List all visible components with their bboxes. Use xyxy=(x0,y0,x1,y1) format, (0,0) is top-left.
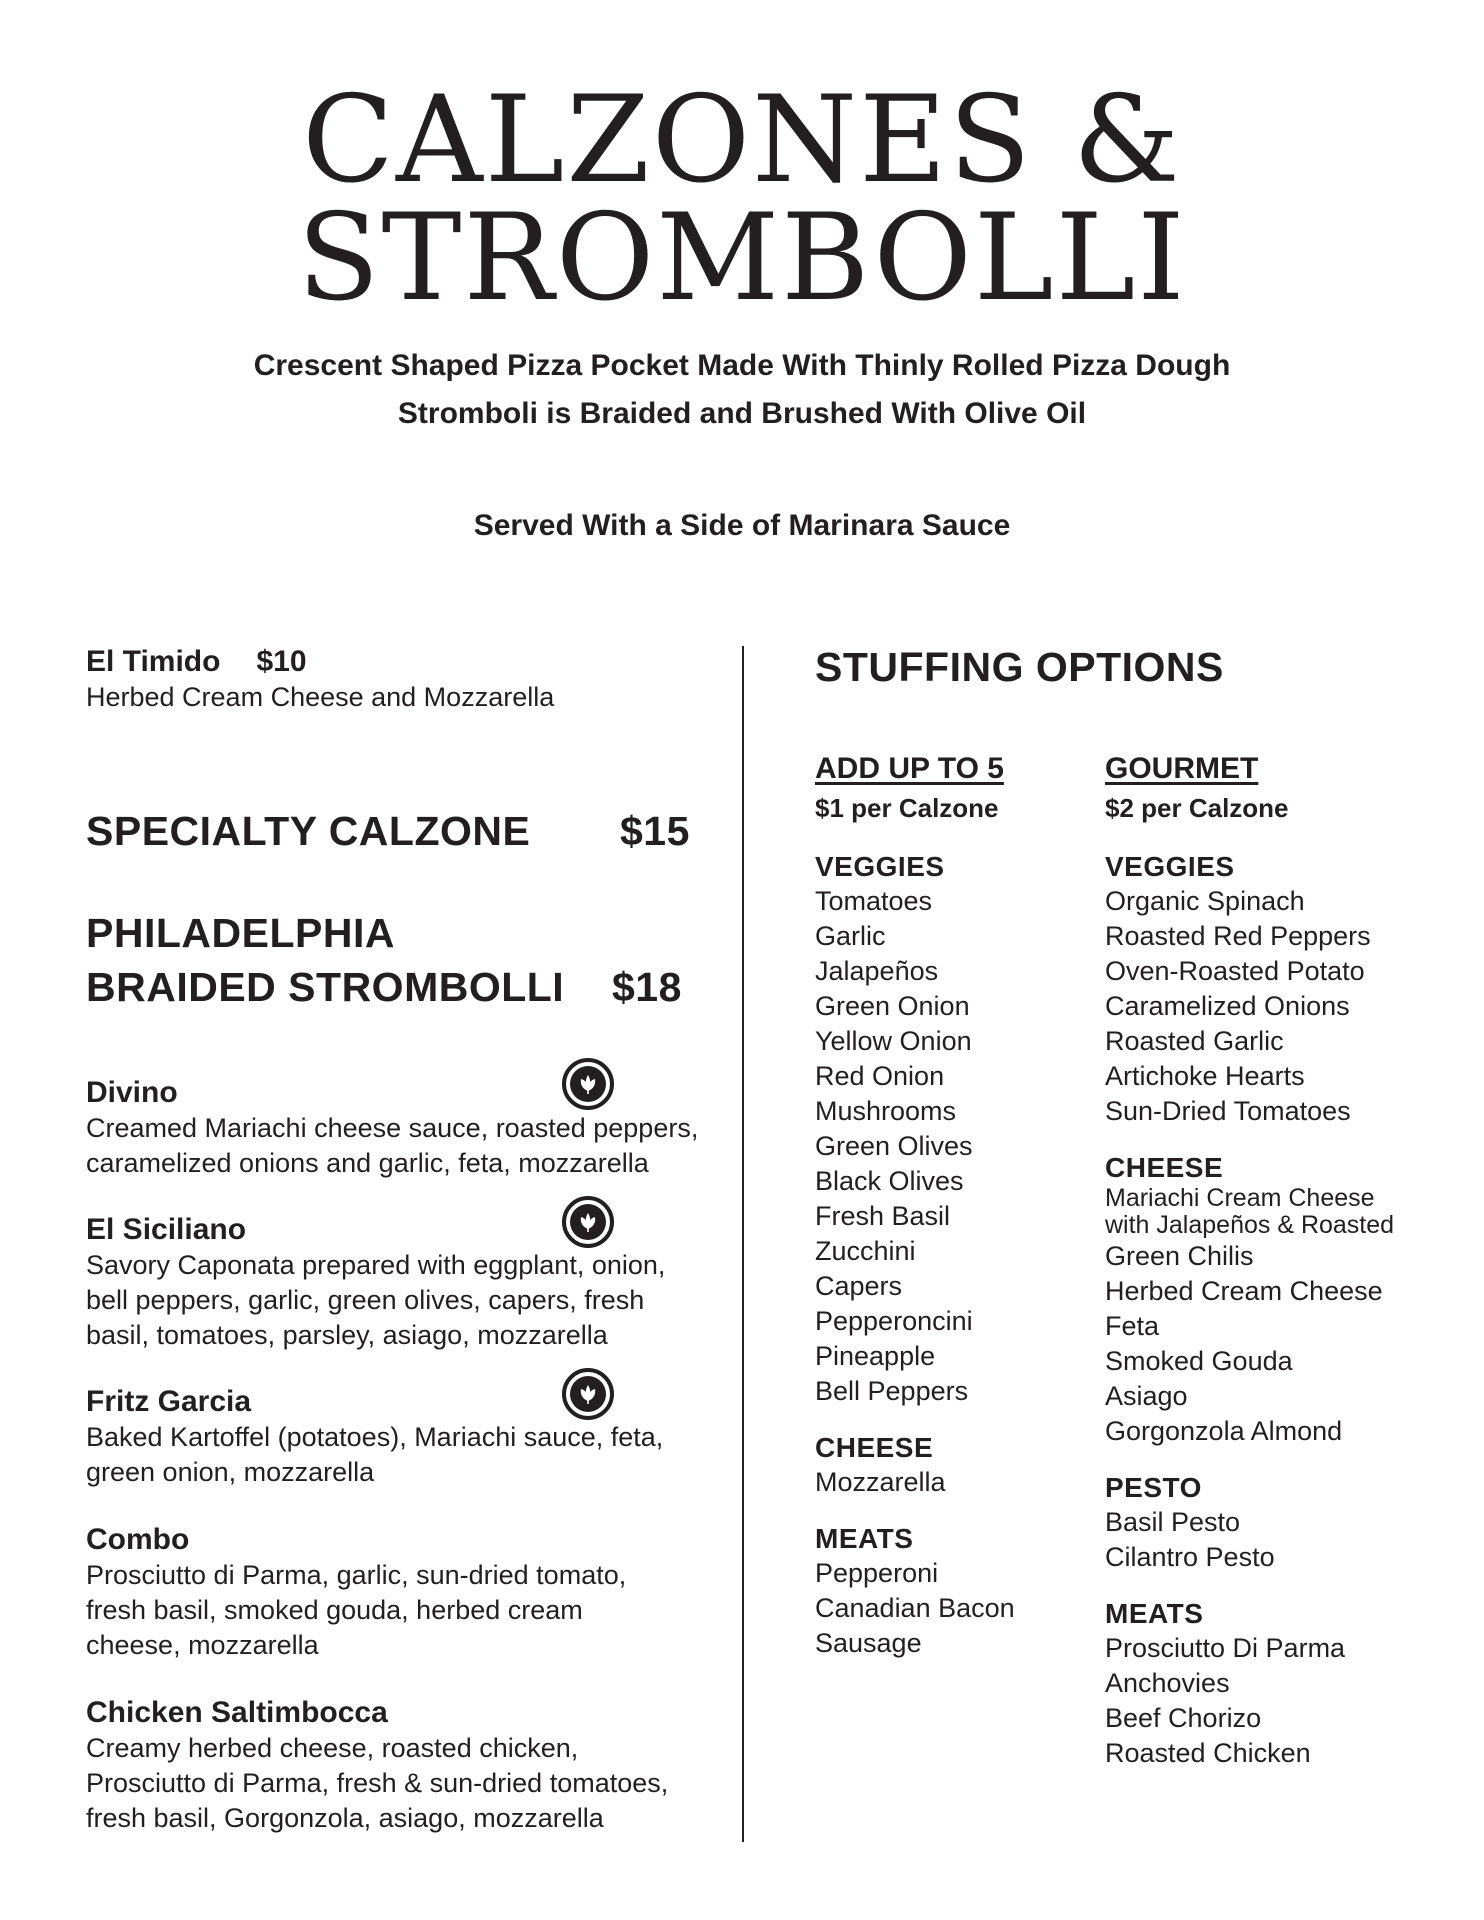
specialty-label: SPECIALTY CALZONE xyxy=(86,808,531,854)
specialty-item-name: Divino xyxy=(86,1076,178,1109)
cheese-option: Herbed Cream Cheese xyxy=(1105,1276,1383,1306)
philly-stromboli-heading xyxy=(86,906,706,1014)
basic-veggies-list xyxy=(815,884,1135,1409)
specialty-item-description-line: fresh basil, smoked gouda, herbed cream xyxy=(86,1595,583,1625)
specialty-item-name: El Siciliano xyxy=(86,1213,247,1246)
basic-cheese-title: CHEESE xyxy=(815,1432,934,1463)
gourmet-meats-group xyxy=(1105,1597,1425,1771)
served-note: Served With a Side of Marinara Sauce xyxy=(473,509,1011,542)
specialty-item-description-line: caramelized onions and garlic, feta, mozzarella xyxy=(86,1148,649,1178)
veggie-option: Capers xyxy=(815,1271,903,1301)
specialty-item-description-line: bell peppers, garlic, green olives, capers, fresh xyxy=(86,1285,645,1315)
specialty-item xyxy=(86,1695,706,1836)
leaf-icon xyxy=(562,1196,614,1248)
gourmet-cheese-title: CHEESE xyxy=(1105,1152,1224,1183)
basic-price: $1 per Calzone xyxy=(815,793,999,823)
basic-veggies-title: VEGGIES xyxy=(815,851,945,882)
gourmet-pesto-list xyxy=(1105,1505,1425,1575)
el-timido-description: Herbed Cream Cheese and Mozzarella xyxy=(86,682,555,712)
specialty-item-description-line: cheese, mozzarella xyxy=(86,1630,319,1660)
gourmet-cheese-list xyxy=(1105,1239,1425,1449)
specialty-price: $15 xyxy=(620,808,690,854)
veggie-option: Red Onion xyxy=(815,1061,945,1091)
gourmet-price: $2 per Calzone xyxy=(1105,793,1289,823)
basic-meats-list xyxy=(815,1556,1135,1661)
veggie-option: Bell Peppers xyxy=(815,1376,969,1406)
specialty-item-description-line: Baked Kartoffel (potatoes), Mariachi sauce, feta, xyxy=(86,1422,664,1452)
specialty-item-description-line: Prosciutto di Parma, fresh & sun-dried tomatoes, xyxy=(86,1768,669,1798)
specialty-item-name: Combo xyxy=(86,1523,190,1556)
pesto-option: Basil Pesto xyxy=(1105,1507,1241,1537)
veggie-option: Pineapple xyxy=(815,1341,936,1371)
specialty-calzone-heading xyxy=(86,804,706,858)
cheese-option: Mozzarella xyxy=(815,1467,946,1497)
veggie-option: Tomatoes xyxy=(815,886,933,916)
title-line-2: STROMBOLLI xyxy=(297,189,1187,328)
specialty-item xyxy=(86,1522,706,1663)
basic-meats-title: MEATS xyxy=(815,1523,914,1554)
veggie-option: Organic Spinach xyxy=(1105,886,1305,916)
gourmet-cheese-mariachi-line-2: with Jalapeños & Roasted xyxy=(1105,1211,1395,1239)
specialty-item-description-line: basil, tomatoes, parsley, asiago, mozzarella xyxy=(86,1320,608,1350)
specialty-item-description-line: Prosciutto di Parma, garlic, sun-dried tomato, xyxy=(86,1560,627,1590)
veggie-option: Pepperoncini xyxy=(815,1306,973,1336)
basic-cheese-group xyxy=(815,1431,1135,1500)
meat-option: Sausage xyxy=(815,1628,922,1658)
philly-label-line-1: PHILADELPHIA xyxy=(86,910,395,956)
gourmet-cheese-mariachi-line-1: Mariachi Cream Cheese xyxy=(1105,1184,1375,1212)
basic-meats-group xyxy=(815,1522,1135,1661)
gourmet-meats-list xyxy=(1105,1631,1425,1771)
gourmet-meats-title: MEATS xyxy=(1105,1598,1204,1629)
specialty-item-description-line: Creamy herbed cheese, roasted chicken, xyxy=(86,1733,579,1763)
specialty-item-description-line: green onion, mozzarella xyxy=(86,1457,375,1487)
gourmet-pesto-group xyxy=(1105,1471,1425,1575)
meat-option: Beef Chorizo xyxy=(1105,1703,1262,1733)
meat-option: Prosciutto Di Parma xyxy=(1105,1633,1346,1663)
subtitle xyxy=(0,342,1484,438)
veggie-option: Artichoke Hearts xyxy=(1105,1061,1305,1091)
basic-veggies-group xyxy=(815,850,1135,1409)
veggie-option: Jalapeños xyxy=(815,956,939,986)
specialty-item-description-line: Savory Caponata prepared with eggplant, onion, xyxy=(86,1250,666,1280)
meat-option: Roasted Chicken xyxy=(1105,1738,1311,1768)
veggie-option: Oven-Roasted Potato xyxy=(1105,956,1365,986)
cheese-option: Smoked Gouda xyxy=(1105,1346,1293,1376)
title-line-1: CALZONES & xyxy=(302,71,1182,210)
stuffing-options-title: STUFFING OPTIONS xyxy=(815,644,1224,690)
cheese-option: Gorgonzola Almond xyxy=(1105,1416,1343,1446)
veggie-option: Green Onion xyxy=(815,991,970,1021)
cheese-option: Green Chilis xyxy=(1105,1241,1254,1271)
meat-option: Canadian Bacon xyxy=(815,1593,1015,1623)
veggie-option: Garlic xyxy=(815,921,886,951)
column-divider xyxy=(742,646,744,1842)
cheese-option: Asiago xyxy=(1105,1381,1188,1411)
gourmet-veggies-list xyxy=(1105,884,1425,1129)
gourmet-stuffing-column xyxy=(1105,750,1425,1771)
veggie-option: Green Olives xyxy=(815,1131,973,1161)
veggie-option: Fresh Basil xyxy=(815,1201,951,1231)
el-timido-item xyxy=(86,644,706,715)
veggie-option: Roasted Red Peppers xyxy=(1105,921,1371,951)
veggie-option: Mushrooms xyxy=(815,1096,957,1126)
meat-option: Anchovies xyxy=(1105,1668,1230,1698)
veggie-option: Yellow Onion xyxy=(815,1026,972,1056)
philly-label-line-2: BRAIDED STROMBOLLI xyxy=(86,964,565,1010)
el-timido-price: $10 xyxy=(256,645,307,678)
philly-price: $18 xyxy=(612,964,682,1010)
subtitle-line-2: Stromboli is Braided and Brushed With Olive Oil xyxy=(397,397,1087,430)
veggie-option: Roasted Garlic xyxy=(1105,1026,1284,1056)
leaf-icon xyxy=(562,1058,614,1110)
page-title xyxy=(0,71,1484,328)
gourmet-veggies-title: VEGGIES xyxy=(1105,851,1235,882)
gourmet-pesto-title: PESTO xyxy=(1105,1472,1202,1503)
basic-heading: ADD UP TO 5 xyxy=(815,752,1004,785)
pesto-option: Cilantro Pesto xyxy=(1105,1542,1275,1572)
gourmet-heading: GOURMET xyxy=(1105,752,1259,785)
gourmet-veggies-group xyxy=(1105,850,1425,1129)
specialty-item-name: Fritz Garcia xyxy=(86,1385,252,1418)
basic-cheese-list xyxy=(815,1465,1135,1500)
el-timido-name: El Timido xyxy=(86,645,221,678)
veggie-option: Black Olives xyxy=(815,1166,964,1196)
gourmet-cheese-group xyxy=(1105,1151,1425,1449)
specialty-item-description-line: Creamed Mariachi cheese sauce, roasted peppers, xyxy=(86,1113,699,1143)
subtitle-line-1: Crescent Shaped Pizza Pocket Made With Thinly Rolled Pizza Dough xyxy=(253,349,1231,382)
specialty-item xyxy=(86,1212,706,1353)
veggie-option: Sun-Dried Tomatoes xyxy=(1105,1096,1351,1126)
cheese-option: Feta xyxy=(1105,1311,1160,1341)
specialty-item-description-line: fresh basil, Gorgonzola, asiago, mozzarella xyxy=(86,1803,604,1833)
basic-stuffing-column xyxy=(815,750,1135,1661)
meat-option: Pepperoni xyxy=(815,1558,939,1588)
leaf-icon xyxy=(562,1368,614,1420)
specialty-item-name: Chicken Saltimbocca xyxy=(86,1696,388,1729)
veggie-option: Zucchini xyxy=(815,1236,916,1266)
veggie-option: Caramelized Onions xyxy=(1105,991,1350,1021)
